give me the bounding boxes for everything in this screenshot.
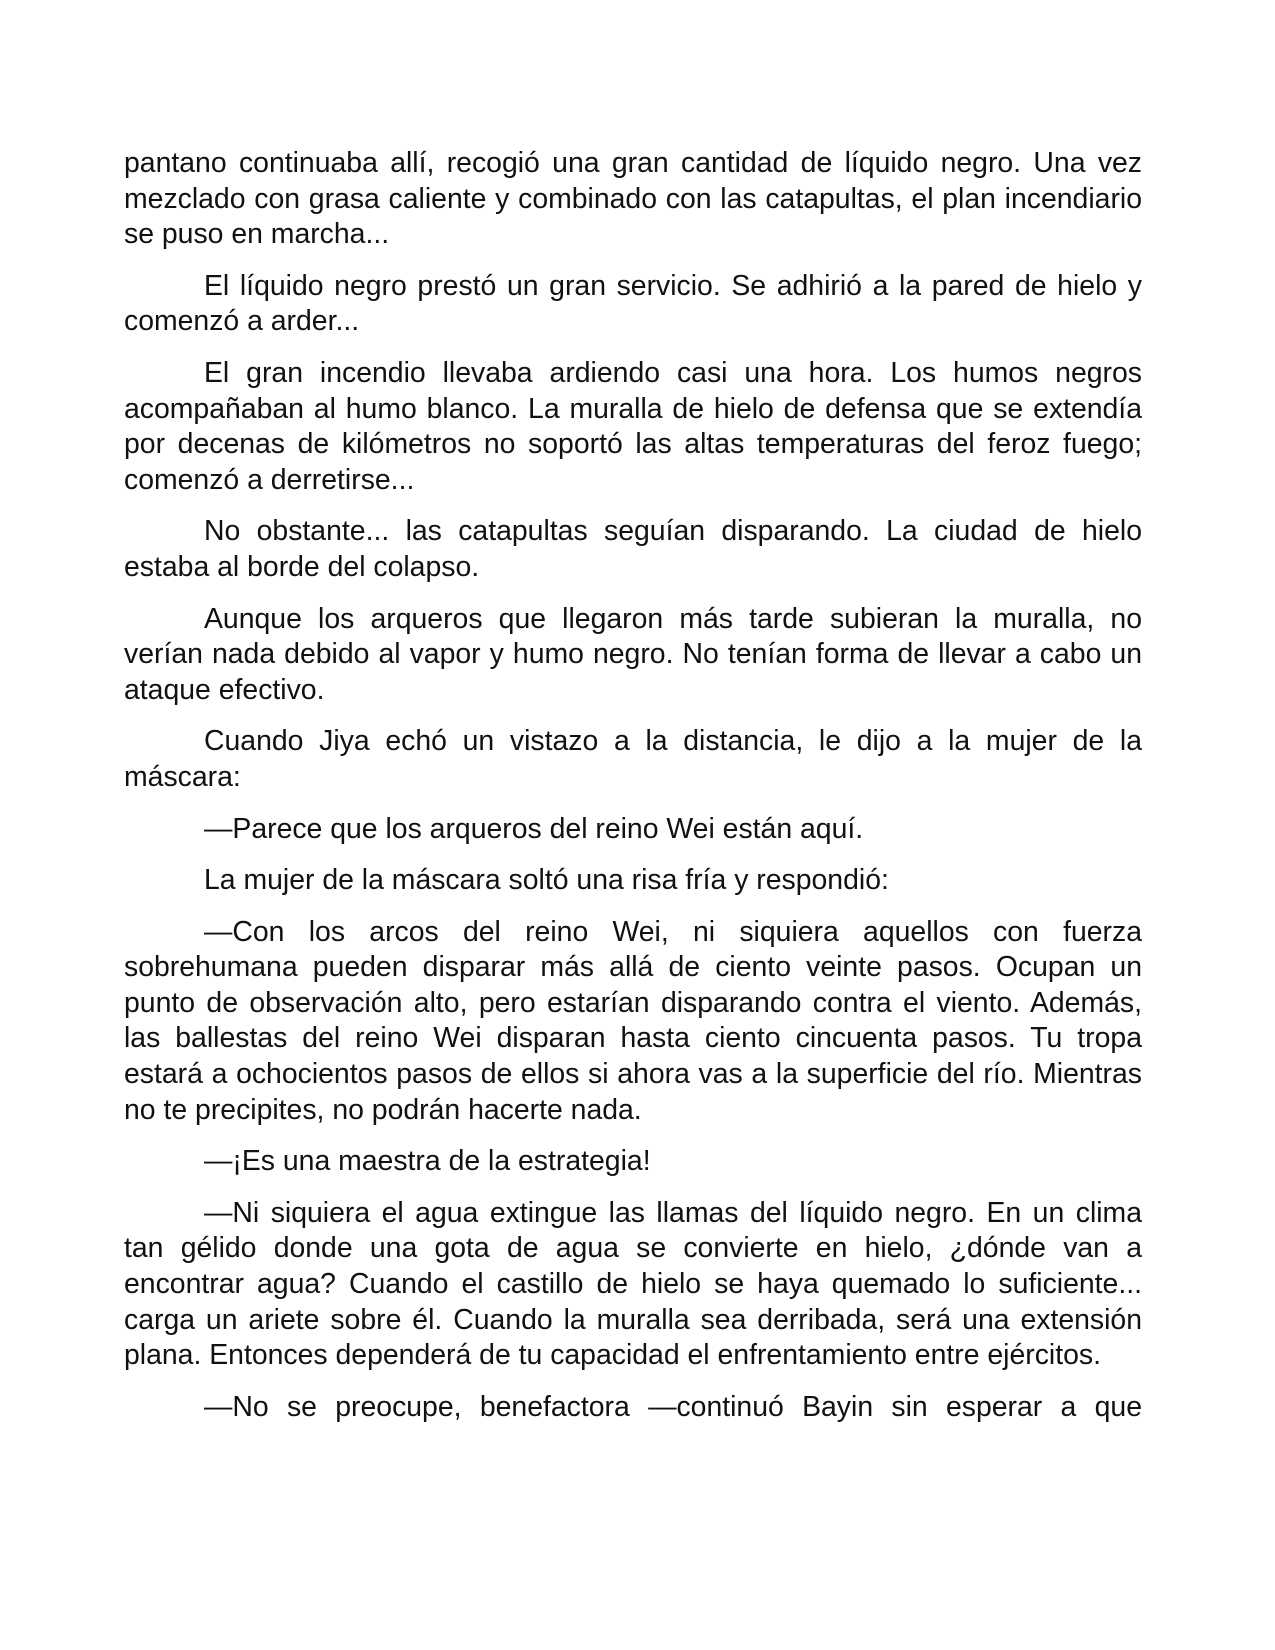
paragraph-1: pantano continuaba allí, recogió una gran cantidad de líquido negro. Una vez mezclado con grasa caliente y combinado con las catapultas, el plan incendiario se puso en marcha... (124, 147, 1142, 251)
paragraph-5: Aunque los arqueros que llegaron más tarde subieran la muralla, no verían nada debido al vapor y humo negro. No tenían forma de llevar a cabo un ataque efectivo. (124, 602, 1142, 706)
paragraph-2: El líquido negro prestó un gran servicio. Se adhirió a la pared de hielo y comenzó a arder... (124, 269, 1142, 338)
paragraph-6: Cuando Jiya echó un vistazo a la distancia, le dijo a la mujer de la máscara: (124, 725, 1142, 793)
paragraph-3: El gran incendio llevaba ardiendo casi una hora. Los humos negros acompañaban al humo blanco. La muralla de hielo de defensa que se extendía por decenas de kilómetros no soportó las altas temperaturas del feroz fuego; comenzó a derretirse... (124, 356, 1142, 496)
paragraph-10: —¡Es una maestra de la estrategia! (204, 1145, 651, 1178)
paragraph-9: —Con los arcos del reino Wei, ni siquiera aquellos con fuerza sobrehumana pueden disparar más allá de ciento veinte pasos. Ocupan un punto de observación alto, pero estarían disparando contra el viento. Además, las ballestas del reino Wei disparan hasta ciento cincuenta pasos. Tu tropa estará a ochocientos pasos de ellos si ahora vas a la superficie del río. Mientras no te precipites, no podrán hacerte nada. (124, 915, 1142, 1126)
paragraph-12: —No se preocupe, benefactora —continuó Bayin sin esperar a que (204, 1390, 1142, 1423)
paragraph-11: —Ni siquiera el agua extingue las llamas del líquido negro. En un clima tan gélido donde una gota de agua se convierte en hielo, ¿dónde van a encontrar agua? Cuando el castillo de hielo se haya quemado lo suficiente... carga un ariete sobre él. Cuando la muralla sea derribada, será una extensión plana. Entonces dependerá de tu capacidad el enfrentamiento entre ejércitos. (124, 1196, 1142, 1372)
paragraph-4: No obstante... las catapultas seguían disparando. La ciudad de hielo estaba al borde del colapso. (124, 515, 1142, 583)
paragraph-7: —Parece que los arqueros del reino Wei están aquí. (204, 812, 864, 845)
document-page (124, 146, 1142, 1441)
paragraph-8: La mujer de la máscara soltó una risa fría y respondió: (204, 864, 889, 897)
